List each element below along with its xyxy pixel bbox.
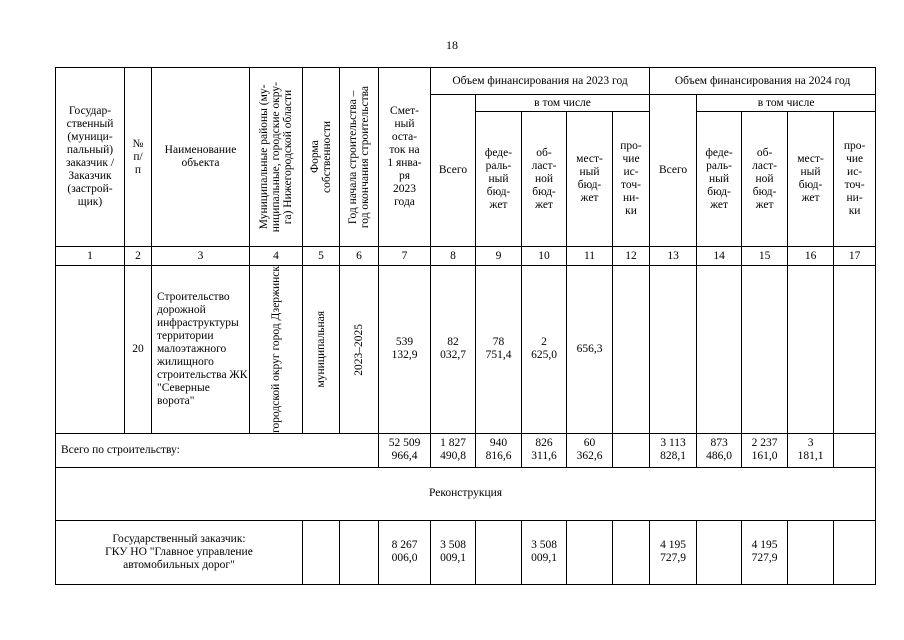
header-years: Год начала строительства – год окончания строительства xyxy=(347,85,371,229)
column-number: 14 xyxy=(697,247,742,266)
column-number: 10 xyxy=(522,247,567,266)
row20-federal-2023: 78 751,4 xyxy=(476,266,522,434)
row20-regional-2024 xyxy=(742,266,788,434)
customer-years xyxy=(340,520,379,584)
total-label: Всего по строительству: xyxy=(56,433,379,467)
row20-regional-2023: 2 625,0 xyxy=(522,266,567,434)
column-number: 12 xyxy=(613,247,650,266)
customer-other-2024 xyxy=(834,520,876,584)
column-number: 5 xyxy=(303,247,340,266)
column-number: 15 xyxy=(742,247,788,266)
customer-local-2023 xyxy=(567,520,613,584)
row20-years-cell xyxy=(340,266,379,434)
header-regional-2024: об- ласт- ной бюд- жет xyxy=(742,112,788,247)
column-number: 13 xyxy=(650,247,697,266)
customer-balance: 8 267 006,0 xyxy=(379,520,431,584)
header-regional-2023: об- ласт- ной бюд- жет xyxy=(522,112,567,247)
row20-total-2023: 82 032,7 xyxy=(431,266,476,434)
column-number: 7 xyxy=(379,247,431,266)
customer-total-2024: 4 195 727,9 xyxy=(650,520,697,584)
customer-regional-2023: 3 508 009,1 xyxy=(522,520,567,584)
customer-regional-2024: 4 195 727,9 xyxy=(742,520,788,584)
header-total-2023: Всего xyxy=(431,95,476,247)
customer-row xyxy=(56,520,876,584)
column-number: 1 xyxy=(56,247,125,266)
row20-federal-2024 xyxy=(697,266,742,434)
header-federal-2024: феде- раль- ный бюд- жет xyxy=(697,112,742,247)
header-federal-2023: феде- раль- ный бюд- жет xyxy=(476,112,522,247)
total-total-2024: 3 113 828,1 xyxy=(650,433,697,467)
total-local-2024: 3 181,1 xyxy=(788,433,834,467)
total-regional-2024: 2 237 161,0 xyxy=(742,433,788,467)
header-ownership: Форма собственности xyxy=(309,121,333,193)
column-number: 4 xyxy=(250,247,303,266)
header-years-cell xyxy=(340,68,379,247)
column-number: 9 xyxy=(476,247,522,266)
total-other-2024 xyxy=(834,433,876,467)
header-local-2024: мест- ный бюд- жет xyxy=(788,112,834,247)
customer-other-2023 xyxy=(613,520,650,584)
header-funding-2023: Объем финансирования на 2023 год xyxy=(431,68,650,95)
column-number: 3 xyxy=(152,247,250,266)
header-other-2024: про- чие ис- точ- ни- ки xyxy=(834,112,876,247)
row20-other-2024 xyxy=(834,266,876,434)
total-total-2023: 1 827 490,8 xyxy=(431,433,476,467)
total-federal-2024: 873 486,0 xyxy=(697,433,742,467)
row20-local-2024 xyxy=(788,266,834,434)
table-row xyxy=(56,266,876,434)
customer-total-2023: 3 508 009,1 xyxy=(431,520,476,584)
total-federal-2023: 940 816,6 xyxy=(476,433,522,467)
row20-district: городской округ город Дзержинск xyxy=(270,266,282,433)
header-including-2023: в том числе xyxy=(476,95,650,112)
header-num: № п/ п xyxy=(125,68,152,247)
row20-local-2023: 656,3 xyxy=(567,266,613,434)
customer-federal-2023 xyxy=(476,520,522,584)
header-customer: Государ- ственный (муници- пальный) заказчик / Заказчик (застрой- щик) xyxy=(56,68,125,247)
row20-object-name: Строительство дорожной инфраструктуры территории малоэтажного жилищного строительства ЖК "Северные ворота" xyxy=(152,266,250,434)
column-number-row xyxy=(56,247,876,266)
row20-district-cell xyxy=(250,266,303,434)
section-row xyxy=(56,467,876,520)
header-ownership-cell xyxy=(303,68,340,247)
total-regional-2023: 826 311,6 xyxy=(522,433,567,467)
total-other-2023 xyxy=(613,433,650,467)
row20-balance: 539 132,9 xyxy=(379,266,431,434)
header-including-2024: в том числе xyxy=(697,95,876,112)
column-number: 8 xyxy=(431,247,476,266)
total-local-2023: 60 362,6 xyxy=(567,433,613,467)
funding-table xyxy=(55,67,876,585)
header-balance: Смет- ный оста- ток на 1 янва- ря 2023 года xyxy=(379,68,431,247)
header-districts: Муниципальные районы (му- ниципальные, городские окру- га) Нижегородской области xyxy=(258,81,294,233)
header-total-2024: Всего xyxy=(650,95,697,247)
row20-num: 20 xyxy=(125,266,152,434)
row20-years: 2023–2025 xyxy=(353,323,365,376)
total-balance: 52 509 966,4 xyxy=(379,433,431,467)
column-number: 2 xyxy=(125,247,152,266)
total-row xyxy=(56,433,876,467)
customer-label: Государственный заказчик: ГКУ НО "Главное управление автомобильных дорог" xyxy=(56,520,303,584)
column-number: 11 xyxy=(567,247,613,266)
header-other-2023: про- чие ис- точ- ни- ки xyxy=(613,112,650,247)
row20-ownership: муниципальная xyxy=(315,311,327,388)
row20-other-2023 xyxy=(613,266,650,434)
row20-customer xyxy=(56,266,125,434)
customer-local-2024 xyxy=(788,520,834,584)
page-number: 18 xyxy=(446,38,458,52)
header-funding-2024: Объем финансирования на 2024 год xyxy=(650,68,876,95)
column-number: 6 xyxy=(340,247,379,266)
section-title: Реконструкция xyxy=(56,467,876,520)
column-number: 16 xyxy=(788,247,834,266)
column-number: 17 xyxy=(834,247,876,266)
customer-federal-2024 xyxy=(697,520,742,584)
row20-total-2024 xyxy=(650,266,697,434)
customer-ownership xyxy=(303,520,340,584)
header-local-2023: мест- ный бюд- жет xyxy=(567,112,613,247)
header-districts-cell xyxy=(250,68,303,247)
header-object-name: Наименование объекта xyxy=(152,68,250,247)
row20-ownership-cell xyxy=(303,266,340,434)
